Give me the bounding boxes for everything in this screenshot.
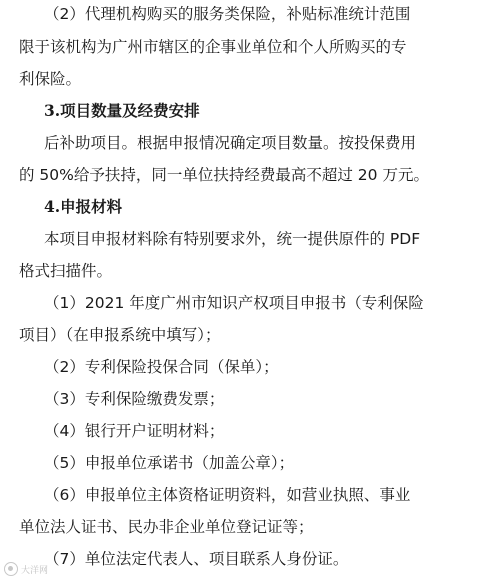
- logo-icon: [4, 562, 18, 576]
- list-item-2: （2）专利保险投保合同（保单）；: [44, 358, 279, 376]
- section-heading-4: 4.申报材料: [44, 197, 123, 216]
- paragraph-line-1: （2）代理机构购买的服务类保险，补贴标准统计范围: [44, 5, 411, 23]
- paragraph-line-2: 限于该机构为广州市辖区的企事业单位和个人所购买的专: [19, 38, 407, 56]
- watermark-text: 大洋网: [21, 565, 49, 576]
- paragraph-line-9: 格式扫描件。: [19, 262, 113, 280]
- list-item-3: （3）专利保险缴费发票；: [44, 390, 225, 408]
- watermark: [4, 561, 48, 577]
- list-item-5: （5）申报单位承诺书（加盖公章）；: [44, 454, 295, 472]
- list-item-7: （7）单位法定代表人、项目联系人身份证。: [44, 550, 349, 568]
- list-item-6-line-2: 单位法人证书、民办非企业单位登记证等；: [19, 518, 314, 536]
- paragraph-line-6: 的 50%给予扶持，同一单位扶持经费最高不超过 20 万元。: [19, 166, 429, 184]
- section-heading-3: 3.项目数量及经费安排: [44, 101, 200, 120]
- list-item-4: （4）银行开户证明材料；: [44, 422, 225, 440]
- paragraph-line-5: 后补助项目。根据申报情况确定项目数量。按投保费用: [44, 134, 417, 152]
- paragraph-line-8: 本项目申报材料除有特别要求外，统一提供原件的 PDF: [44, 230, 421, 248]
- list-item-6-line-1: （6）申报单位主体资格证明资料，如营业执照、事业: [44, 486, 411, 504]
- paragraph-line-3: 利保险。: [19, 70, 82, 88]
- list-item-1-line-2: 项目）（在申报系统中填写）；: [19, 326, 221, 344]
- list-item-1-line-1: （1）2021 年度广州市知识产权项目申报书（专利保险: [44, 294, 424, 312]
